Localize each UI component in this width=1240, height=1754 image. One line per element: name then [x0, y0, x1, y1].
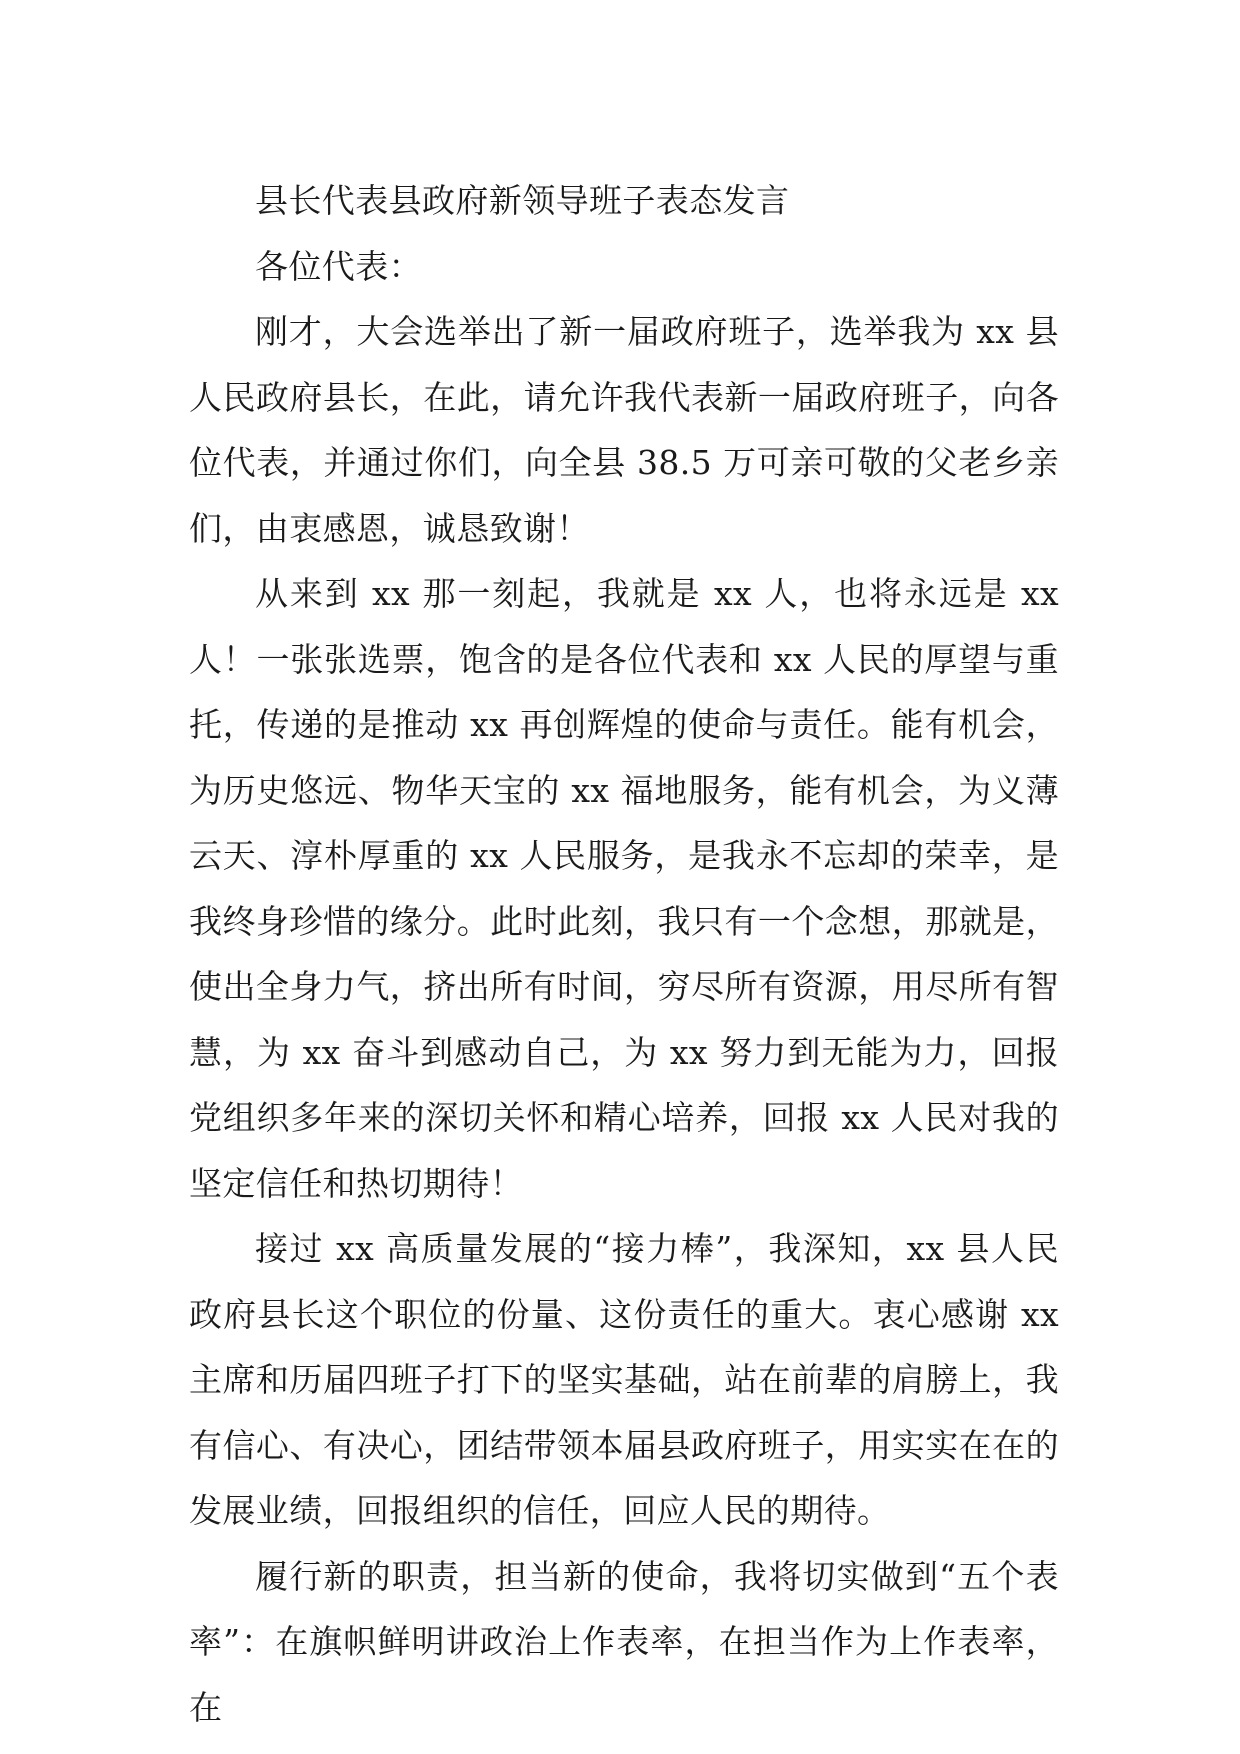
paragraph: 刚才，大会选举出了新一届政府班子，选举我为 xx 县人民政府县长，在此，请允许我代表新一届政府班子，向各位代表，并通过你们，向全县 38.5 万可亲可敬的父老乡亲们，由衷感恩，诚恳致谢！ — [189, 312, 1059, 548]
paragraph: 接过 xx 高质量发展的“接力棒”，我深知，xx 县人民政府县长这个职位的份量、这份责任的重大。衷心感谢 xx 主席和历届四班子打下的坚实基础，站在前辈的肩膀上，我有信心、有决心，团结带领本届县政府班子，用实实在在的发展业绩，回报组织的信任，回应人民的期待。 — [189, 1229, 1059, 1530]
document-body — [189, 168, 1059, 1740]
paragraph: 履行新的职责，担当新的使命，我将切实做到“五个表率”：在旗帜鲜明讲政治上作表率，在担当作为上作表率，在 — [189, 1556, 1059, 1727]
document-title: 县长代表县政府新领导班子表态发言 — [255, 181, 790, 220]
salutation: 各位代表： — [255, 246, 422, 286]
paragraph: 从来到 xx 那一刻起，我就是 xx 人，也将永远是 xx 人！一张张选票，饱含的是各位代表和 xx 人民的厚望与重托，传递的是推动 xx 再创辉煌的使命与责任。能有机会，为历史悠远、物华天宝的 xx 福地服务，能有机会，为义薄云天、淳朴厚重的 xx 人民服务，是我永不忘却的荣幸，是我终身珍惜的缘分。此时此刻，我只有一个念想，那就是，使出全身力气，挤出所有时间，穷尽所有资源，用尽所有智慧，为 xx 奋斗到感动自己，为 xx 努力到无能为力，回报党组织多年来的深切关怀和精心培养，回报 xx 人民对我的坚定信任和热切期待！ — [189, 574, 1059, 1203]
